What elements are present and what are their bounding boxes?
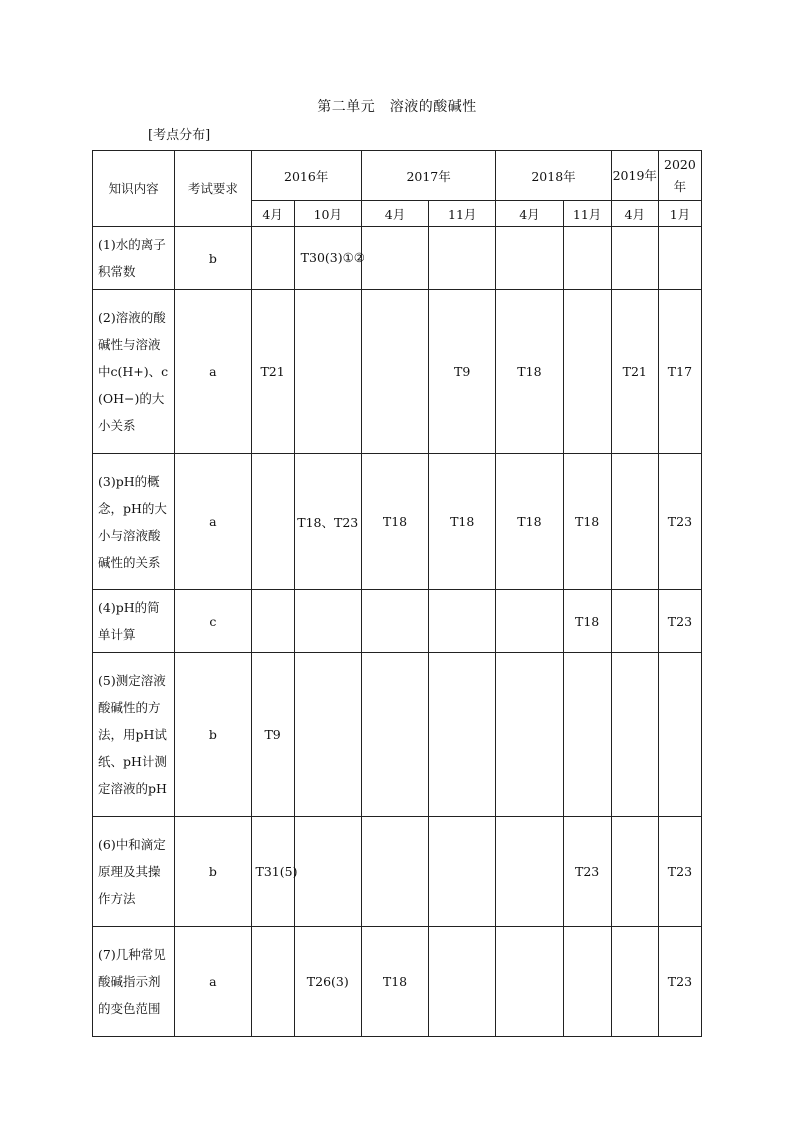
exam-cell	[563, 927, 611, 1037]
exam-cell	[496, 817, 563, 927]
topic-cell: (3)pH的概念，pH的大小与溶液酸碱性的关系	[93, 454, 175, 590]
requirement-cell: a	[175, 927, 251, 1037]
exam-cell	[611, 227, 658, 290]
exam-cell	[294, 817, 361, 927]
exam-cell	[361, 817, 428, 927]
table-row	[93, 227, 702, 290]
exam-cell	[658, 227, 701, 290]
exam-cell: T21	[611, 290, 658, 454]
exam-cell	[294, 290, 361, 454]
exam-cell: T23	[658, 454, 701, 590]
exam-cell	[361, 290, 428, 454]
exam-cell	[658, 653, 701, 817]
exam-cell	[429, 817, 496, 927]
header-topic: 知识内容	[93, 151, 175, 227]
exam-cell	[361, 590, 428, 653]
header-month: 11月	[563, 201, 611, 227]
exam-distribution-table	[92, 150, 702, 1037]
exam-cell	[563, 227, 611, 290]
table-row	[93, 653, 702, 817]
exam-cell: T18	[496, 290, 563, 454]
header-year-2016: 2016年	[251, 151, 361, 201]
topic-cell: (1)水的离子积常数	[93, 227, 175, 290]
requirement-cell: a	[175, 454, 251, 590]
exam-cell	[496, 927, 563, 1037]
topic-cell: (6)中和滴定原理及其操作方法	[93, 817, 175, 927]
header-month: 4月	[251, 201, 294, 227]
header-month: 1月	[658, 201, 701, 227]
topic-cell: (4)pH的简单计算	[93, 590, 175, 653]
header-year-2020: 2020年	[658, 151, 701, 201]
exam-cell	[294, 653, 361, 817]
topic-cell: (5)测定溶液酸碱性的方法，用pH试纸、pH计测定溶液的pH	[93, 653, 175, 817]
header-year-2017: 2017年	[361, 151, 495, 201]
exam-cell	[563, 290, 611, 454]
exam-cell: T31(5)	[251, 817, 294, 927]
exam-cell: T18	[563, 590, 611, 653]
section-label: [考点分布]	[148, 128, 211, 143]
exam-cell	[611, 653, 658, 817]
exam-cell	[496, 227, 563, 290]
exam-cell	[496, 653, 563, 817]
table-row	[93, 454, 702, 590]
header-year-2018: 2018年	[496, 151, 611, 201]
page-title: 第二单元 溶液的酸碱性	[317, 99, 477, 115]
header-requirement: 考试要求	[175, 151, 251, 227]
header-month: 4月	[361, 201, 428, 227]
exam-cell: T18	[361, 927, 428, 1037]
exam-cell: T18	[429, 454, 496, 590]
table-row	[93, 817, 702, 927]
header-month: 4月	[496, 201, 563, 227]
exam-cell: T26(3)	[294, 927, 361, 1037]
exam-cell	[429, 927, 496, 1037]
exam-cell: T18、T23	[294, 454, 361, 590]
exam-cell	[611, 590, 658, 653]
requirement-cell: a	[175, 290, 251, 454]
exam-cell: T18	[563, 454, 611, 590]
exam-cell	[251, 590, 294, 653]
table-row	[93, 590, 702, 653]
requirement-cell: b	[175, 817, 251, 927]
exam-cell: T18	[496, 454, 563, 590]
exam-cell	[496, 590, 563, 653]
exam-cell: T23	[658, 590, 701, 653]
exam-cell: T9	[429, 290, 496, 454]
exam-cell	[361, 653, 428, 817]
exam-cell	[429, 590, 496, 653]
exam-cell: T18	[361, 454, 428, 590]
exam-cell: T17	[658, 290, 701, 454]
requirement-cell: b	[175, 227, 251, 290]
header-month: 11月	[429, 201, 496, 227]
exam-cell	[251, 227, 294, 290]
exam-cell	[611, 454, 658, 590]
header-month: 4月	[611, 201, 658, 227]
topic-cell: (2)溶液的酸碱性与溶液中c(H+)、c(OH−)的大小关系	[93, 290, 175, 454]
table-row	[93, 927, 702, 1037]
header-month: 10月	[294, 201, 361, 227]
header-year-2019: 2019年	[611, 151, 658, 201]
exam-cell: T30(3)①②	[294, 227, 361, 290]
exam-cell	[611, 817, 658, 927]
table-row	[93, 290, 702, 454]
requirement-cell: c	[175, 590, 251, 653]
exam-cell	[294, 590, 361, 653]
exam-cell	[251, 927, 294, 1037]
topic-cell: (7)几种常见酸碱指示剂的变色范围	[93, 927, 175, 1037]
requirement-cell: b	[175, 653, 251, 817]
exam-cell	[611, 927, 658, 1037]
exam-cell: T23	[563, 817, 611, 927]
exam-cell: T23	[658, 927, 701, 1037]
exam-cell	[429, 227, 496, 290]
exam-cell	[251, 454, 294, 590]
exam-cell: T23	[658, 817, 701, 927]
exam-cell: T9	[251, 653, 294, 817]
exam-cell	[563, 653, 611, 817]
exam-cell	[429, 653, 496, 817]
exam-cell: T21	[251, 290, 294, 454]
exam-cell	[361, 227, 428, 290]
